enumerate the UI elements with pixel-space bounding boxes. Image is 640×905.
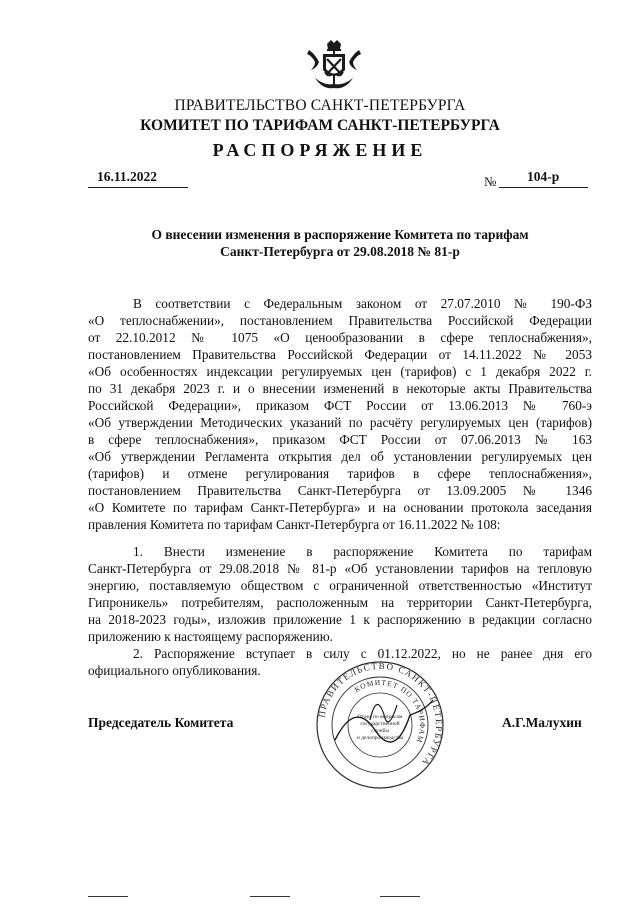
government-name: ПРАВИТЕЛЬСТВО САНКТ-ПЕТЕРБУРГА <box>174 97 466 114</box>
signer-position: Председатель Комитета <box>88 715 234 730</box>
preamble-line: (тарифов) и отмене регулирования тарифов в сфере теплоснабжения», <box>88 466 592 481</box>
preamble-line: «Об утверждении Регламента открытия дел об установлении регулируемых цен <box>88 449 592 464</box>
seal-center-line: государственной <box>360 721 400 727</box>
item-1-line: Санкт-Петербурга от 29.08.2018 № 81-р «Об установлении тарифов на тепловую <box>88 561 592 576</box>
date-underline <box>88 187 188 188</box>
preamble-line: правления Комитета по тарифам Санкт-Петербурга от 16.11.2022 № 108: <box>88 517 501 532</box>
item-1-line: Гипроникель» потребителям, расположенным на территории Санкт-Петербурга, <box>88 595 592 610</box>
document-title-line: Санкт-Петербурга от 29.08.2018 № 81-р <box>220 244 460 259</box>
preamble-line: от 22.10.2012 № 1075 «О ценообразовании в сфере теплоснабжения», <box>88 330 592 345</box>
official-seal-stamp <box>315 660 445 790</box>
preamble-line: по 31 декабря 2023 г. и о внесении изменений в некоторые акты Правительства <box>88 381 592 396</box>
item-2-line: официального опубликования. <box>88 663 261 678</box>
footer-rule <box>380 896 420 897</box>
document-title-line: О внесении изменения в распоряжение Комитета по тарифам <box>151 227 529 242</box>
item-1-line: на 2018-2023 годы», изложив приложение 1 к распоряжению в редакции согласно <box>88 612 592 627</box>
document-type: РАСПОРЯЖЕНИЕ <box>212 140 428 160</box>
preamble-line: Российской Федерации», приказом ФСТ России от 13.06.2013 № 760-э <box>88 398 592 413</box>
number-underline <box>499 187 588 188</box>
preamble-line: постановлением Правительства Российской Федерации от 14.11.2022 № 2053 <box>88 347 592 362</box>
preamble-line: в сфере теплоснабжения», приказом ФСТ России от 07.06.2013 № 163 <box>88 432 592 447</box>
preamble-line: В соответствии с Федеральным законом от 27.07.2010 № 190-ФЗ <box>133 296 592 311</box>
preamble-line: «Об особенностях индексации регулируемых цен (тарифов) с 1 декабря 2022 г. <box>88 364 592 379</box>
preamble-line: «О теплоснабжении», постановлением Правительства Российской Федерации <box>88 313 592 328</box>
footer-rule <box>250 896 290 897</box>
seal-inner-text: КОМИТЕТ ПО ТАРИФАМ <box>352 677 428 745</box>
item-1-line: 1. Внести изменение в распоряжение Комитета по тарифам <box>133 544 592 559</box>
preamble-line: «О Комитете по тарифам Санкт-Петербурга» и на основании протокола заседания <box>88 500 592 515</box>
committee-name: КОМИТЕТ ПО ТАРИФАМ САНКТ-ПЕТЕРБУРГА <box>140 117 500 134</box>
seal-center-line: службы <box>370 728 390 734</box>
item-2-line: 2. Распоряжение вступает в силу с 01.12.2022, но не ранее дня его <box>133 646 592 661</box>
footer-rule <box>88 896 128 897</box>
seal-center-line: и делопроизводства <box>356 735 404 741</box>
signer-name: А.Г.Малухин <box>502 715 582 730</box>
coat-of-arms-icon <box>305 40 363 92</box>
document-date: 16.11.2022 <box>97 169 158 184</box>
seal-outer-text: ПРАВИТЕЛЬСТВО САНКТ-ПЕТЕРБУРГА <box>316 660 445 769</box>
item-1-line: энергию, поставляемую обществом с ограниченной ответственностью «Институт <box>88 578 592 593</box>
number-sign: № <box>484 174 497 189</box>
preamble-line: «Об утверждении Методических указаний по расчёту регулируемых цен (тарифов) <box>88 415 592 430</box>
seal-center-line: Отдел по вопросам <box>357 714 403 720</box>
item-1-line: приложению к настоящему распоряжению. <box>88 629 333 644</box>
document-number: 104-р <box>527 169 560 184</box>
preamble-line: постановлением Правительства Санкт-Петербурга от 13.09.2005 № 1346 <box>88 483 592 498</box>
